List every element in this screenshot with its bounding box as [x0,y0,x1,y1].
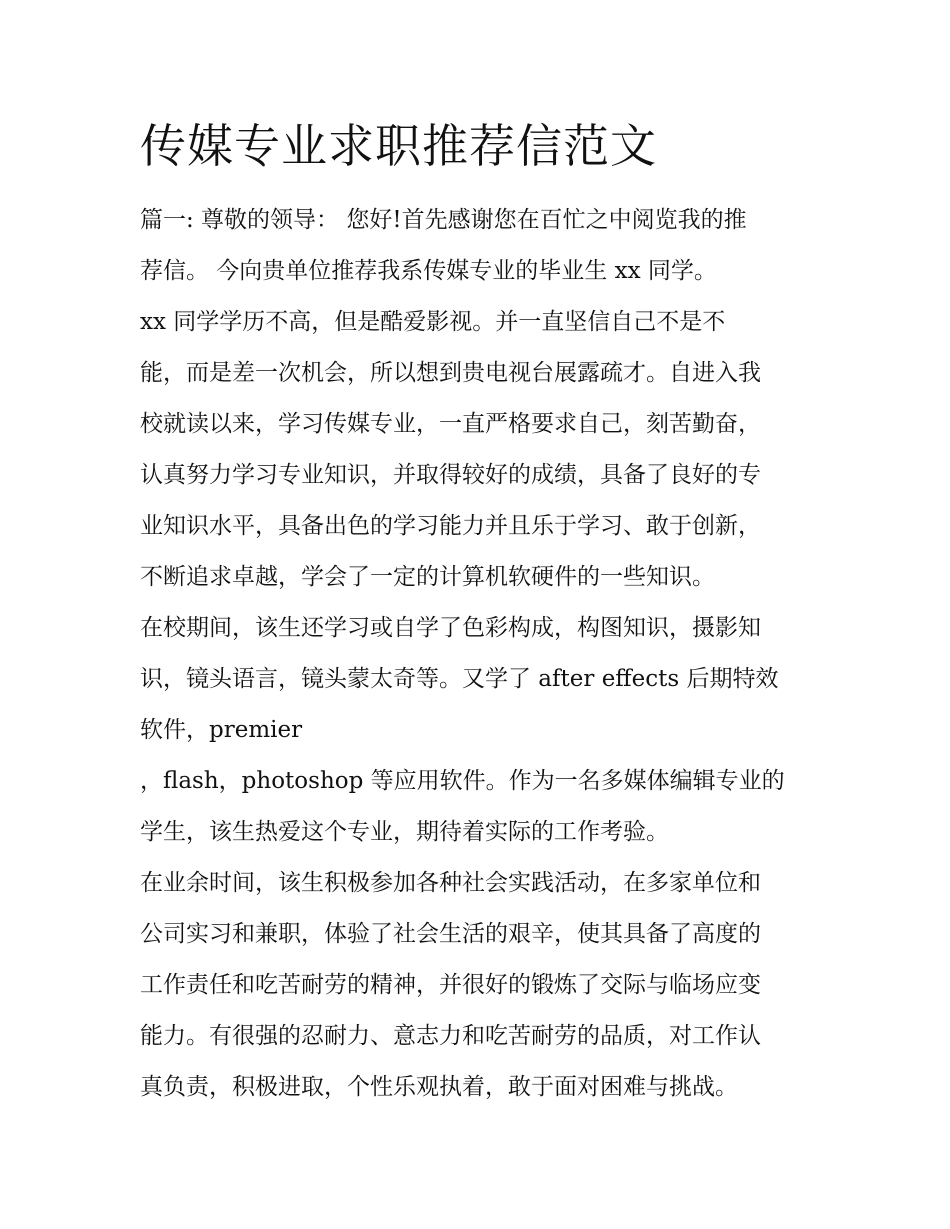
body-line: 能，而是差一次机会，所以想到贵电视台展露疏才。自进入我 [140,360,761,386]
body-line: 不断追求卓越，学会了一定的计算机软硬件的一些知识。 [140,564,715,590]
body-line: 认真努力学习专业知识，并取得较好的成绩，具备了良好的专 [140,462,761,488]
body-line: 公司实习和兼职，体验了社会生活的艰辛，使其具备了高度的 [140,921,761,947]
body-line: 识，镜头语言，镜头蒙太奇等。又学了 after effects 后期特效 [140,666,779,692]
body-line: xx 同学学历不高，但是酷爱影视。并一直坚信自己不是不 [140,309,726,335]
body-line: 校就读以来，学习传媒专业，一直严格要求自己，刻苦勤奋， [140,411,761,437]
body-line: 能力。有很强的忍耐力、意志力和吃苦耐劳的品质，对工作认 [140,1023,761,1049]
body-line: 工作责任和吃苦耐劳的精神，并很好的锻炼了交际与临场应变 [140,972,761,998]
body-line: 荐信。 今向贵单位推荐我系传媒专业的毕业生 xx 同学。 [140,258,717,284]
body-line: 篇一: 尊敬的领导： 您好!首先感谢您在百忙之中阅览我的推 [140,207,747,233]
body-line: 学生，该生热爱这个专业，期待着实际的工作考验。 [140,819,669,845]
body-line: 在业余时间，该生积极参加各种社会实践活动，在多家单位和 [140,870,761,896]
body-line: 软件，premier [140,717,303,743]
body-line: 真负责，积极进取，个性乐观执着，敢于面对困难与挑战。 [140,1074,738,1100]
body-line: ，flash，photoshop 等应用软件。作为一名多媒体编辑专业的 [140,768,785,794]
page-title: 传媒专业求职推荐信范文 [140,119,657,173]
body-line: 在校期间，该生还学习或自学了色彩构成，构图知识，摄影知 [140,615,761,641]
body-line: 业知识水平，具备出色的学习能力并且乐于学习、敢于创新， [140,513,761,539]
